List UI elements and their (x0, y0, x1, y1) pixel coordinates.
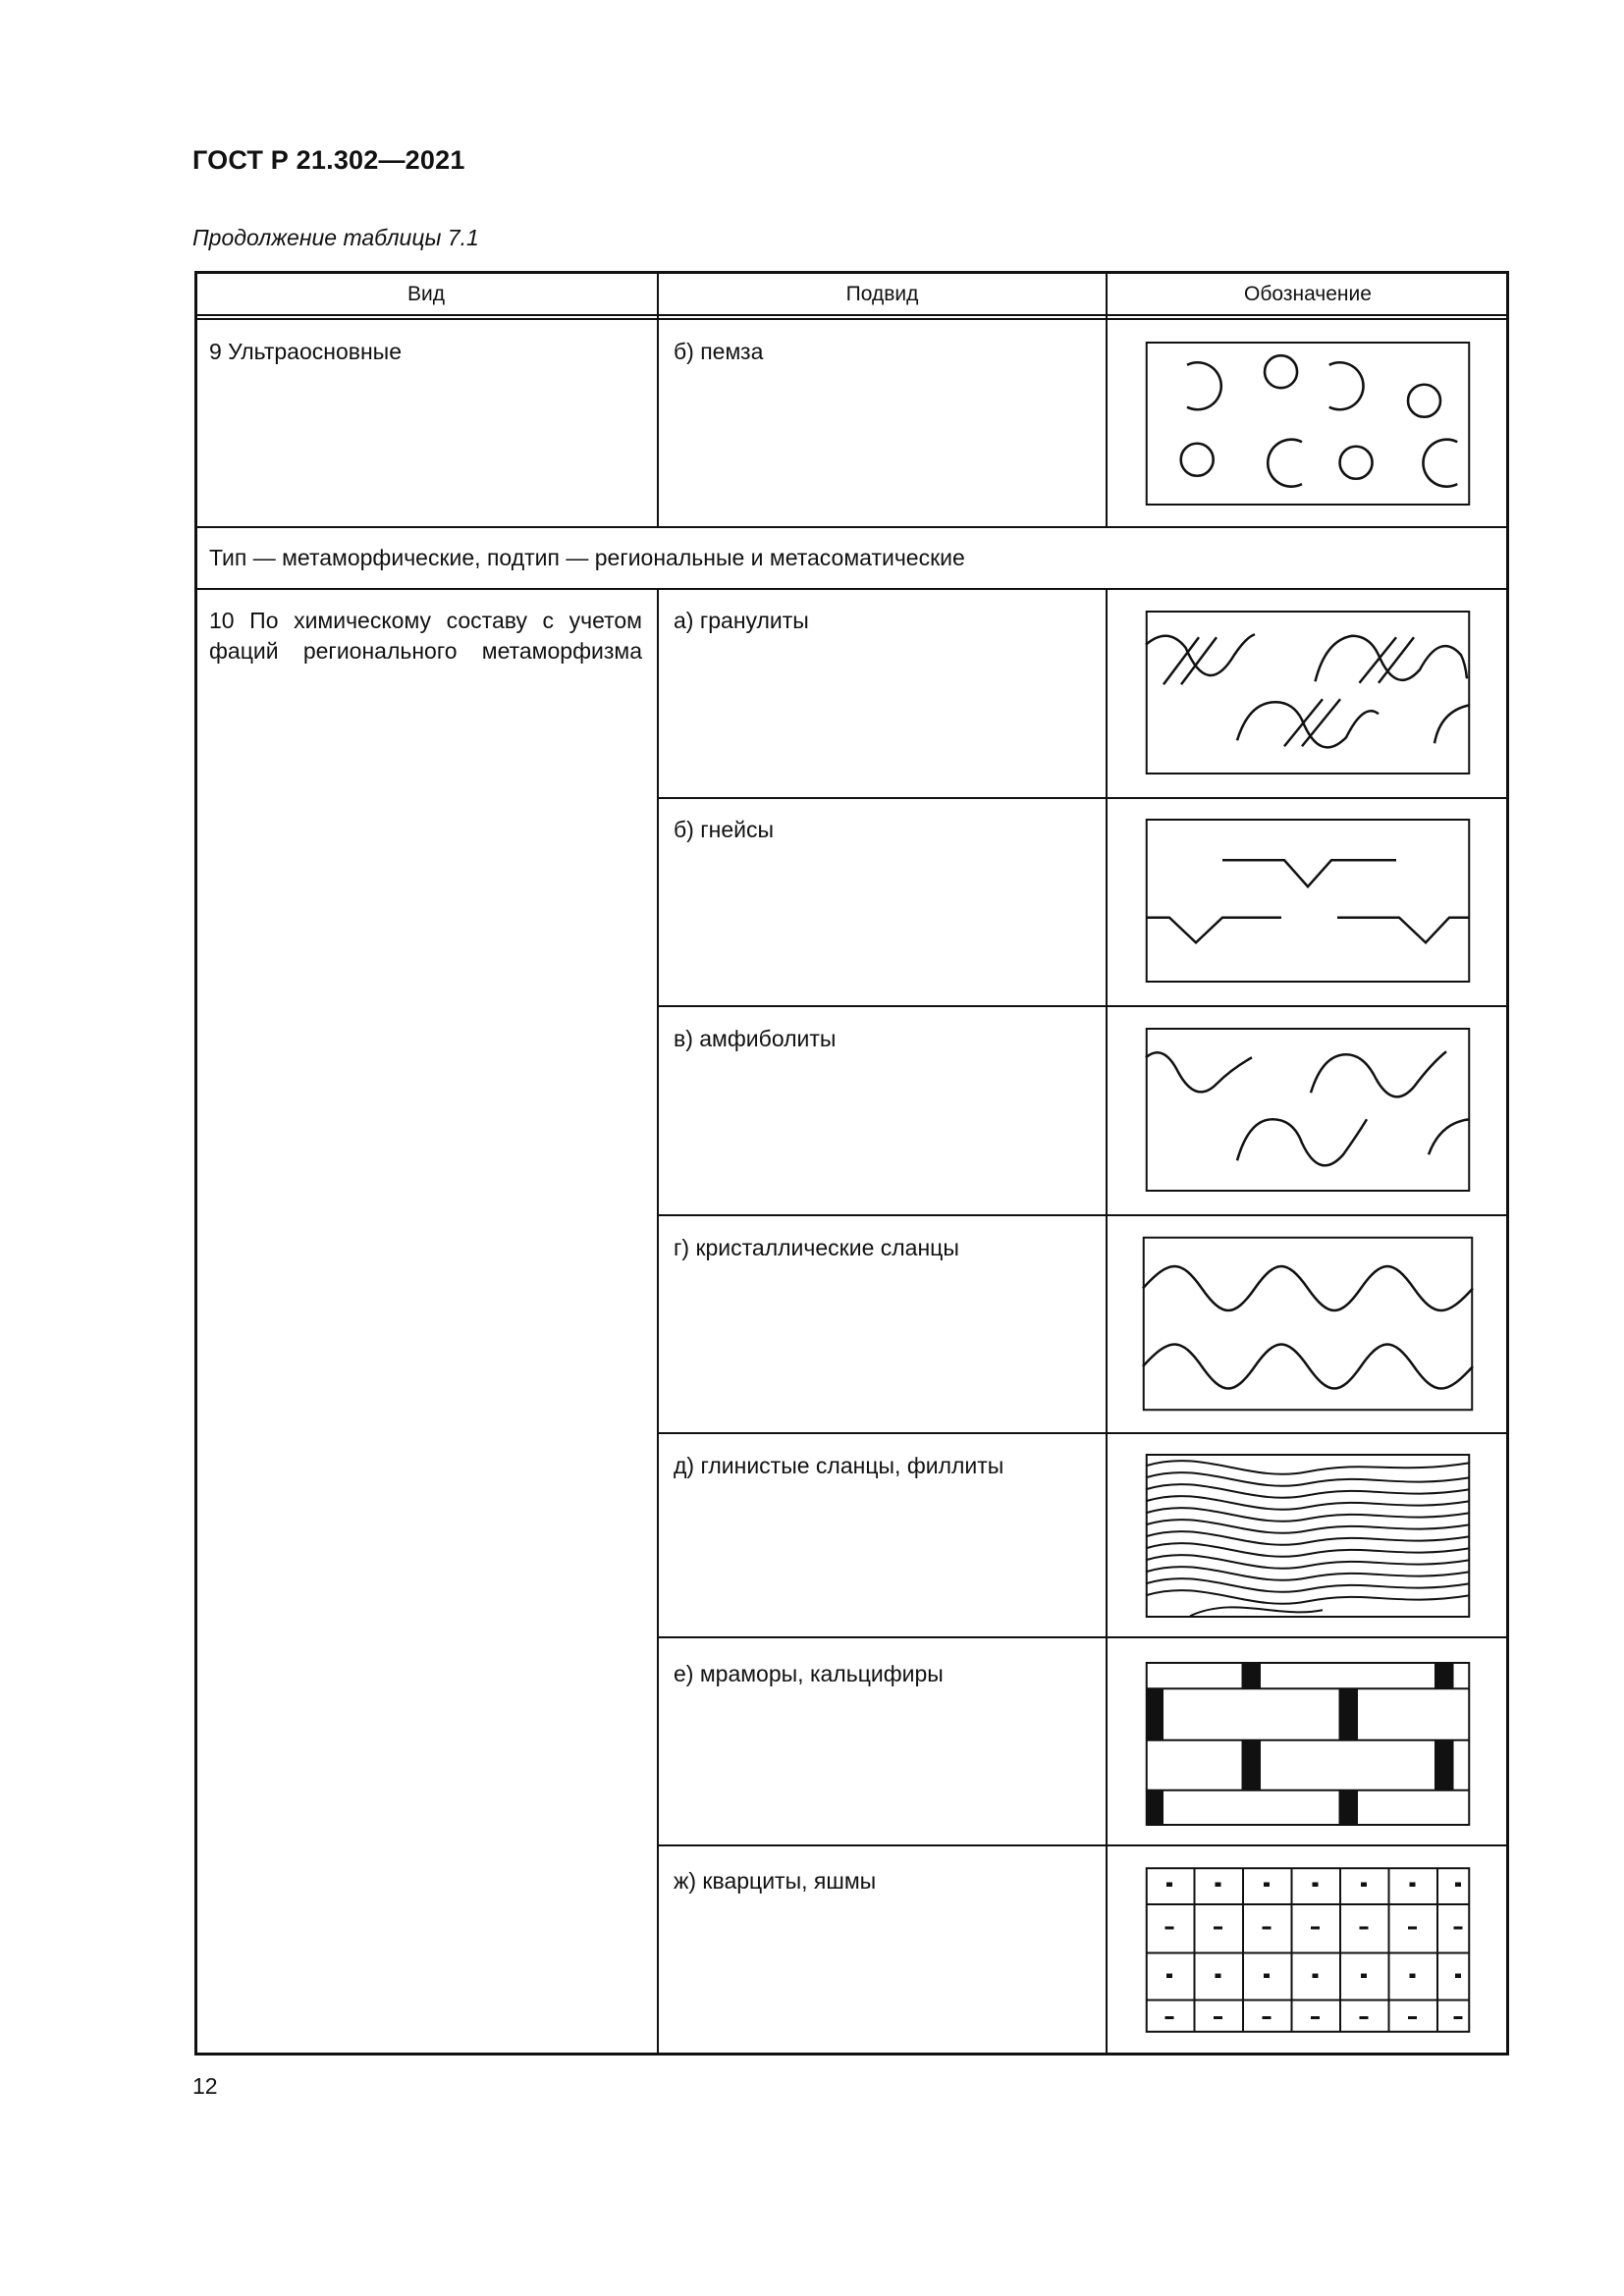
column-header-oboznachenie: Обозначение (1244, 283, 1372, 305)
marble-symbol (1146, 1662, 1470, 1826)
column-divider (1106, 588, 1108, 2056)
cell-vid (209, 606, 642, 667)
cell-podvid: д) глинистые сланцы, филлиты (674, 1453, 1004, 1478)
granulite-symbol (1146, 611, 1470, 774)
gneiss-symbol (1146, 819, 1470, 983)
type-row-label: Тип — метаморфические, подтип — региональные и метасоматические (209, 545, 965, 570)
row-divider (658, 1636, 1509, 1638)
row-divider (194, 526, 1509, 528)
column-header-vid: Вид (407, 283, 445, 305)
cell-vid-line: 10 По химическому составу с учетом (209, 608, 642, 633)
table-caption: Продолжение таблицы 7.1 (192, 225, 479, 250)
column-divider (657, 588, 659, 2056)
cell-podvid: б) пемза (674, 339, 764, 364)
cell-podvid: а) гранулиты (674, 608, 809, 633)
quartzite-symbol (1146, 1867, 1470, 2033)
row-divider (658, 797, 1509, 799)
row-divider (658, 1432, 1509, 1434)
pumice-symbol (1146, 342, 1470, 506)
document-header: ГОСТ Р 21.302—2021 (192, 145, 465, 175)
row-divider (658, 1844, 1509, 1846)
column-header-podvid: Подвид (845, 283, 919, 305)
cell-podvid: ж) кварциты, яшмы (674, 1868, 877, 1894)
cell-vid-line: фаций регионального метаморфизма (209, 638, 642, 664)
clay-schist-symbol (1146, 1454, 1470, 1618)
header-row-divider (194, 314, 1509, 320)
cell-podvid: е) мраморы, кальцифиры (674, 1661, 944, 1686)
page-number: 12 (192, 2073, 218, 2099)
row-divider (658, 1214, 1509, 1216)
amphibolite-symbol (1146, 1028, 1470, 1192)
crystalline-schist-symbol (1143, 1237, 1473, 1411)
cell-podvid: б) гнейсы (674, 817, 774, 842)
cell-vid: 9 Ультраосновные (209, 339, 403, 364)
column-divider (657, 271, 659, 528)
row-divider (194, 588, 1509, 590)
column-divider (1106, 271, 1108, 528)
cell-podvid: в) амфиболиты (674, 1026, 837, 1051)
cell-podvid: г) кристаллические сланцы (674, 1235, 959, 1260)
row-divider (658, 1005, 1509, 1007)
